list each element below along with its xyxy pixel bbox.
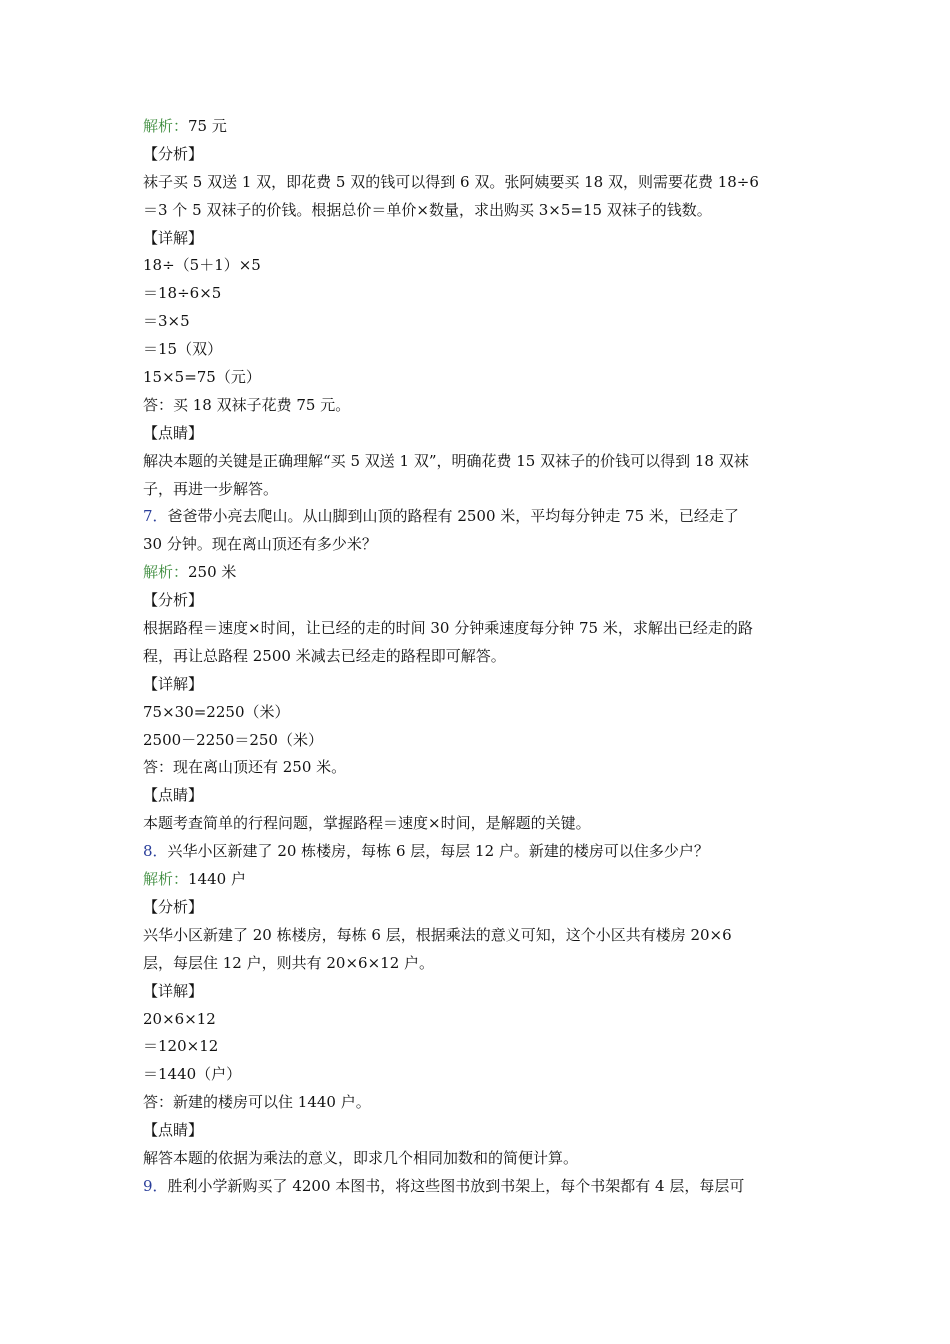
- text-line: [143, 169, 823, 197]
- text-line: [143, 978, 823, 1006]
- text-line: [143, 782, 823, 810]
- answer-line: [143, 866, 823, 894]
- text-line: [143, 1117, 823, 1145]
- text-line: [143, 671, 823, 699]
- line-text: 18÷（5＋1）×5: [143, 256, 261, 275]
- text-line: [143, 754, 823, 782]
- line-text: 程，再让总路程 2500 米减去已经走的路程即可解答。: [143, 646, 506, 665]
- line-text: 【详解】: [143, 674, 204, 693]
- answer-label: 解析：: [143, 117, 189, 135]
- answer-label: 解析：: [143, 870, 189, 889]
- text-line: [143, 950, 823, 978]
- text-line: [143, 727, 823, 755]
- line-text: 【分析】: [143, 591, 204, 610]
- question-number: 8．: [143, 842, 168, 861]
- line-text: 【详解】: [143, 228, 204, 247]
- line-text: ＝15（双）: [143, 340, 223, 359]
- line-text: ＝120×12: [143, 1037, 219, 1056]
- line-text: 答：买 18 双袜子花费 75 元。: [143, 395, 351, 414]
- answer-line: [143, 559, 823, 587]
- text-line: [143, 141, 823, 169]
- text-line: [143, 392, 823, 420]
- line-text: 答：新建的楼房可以住 1440 户。: [143, 1093, 371, 1112]
- text-line: [143, 1061, 823, 1089]
- line-text: 兴华小区新建了 20 栋楼房，每栋 6 层，根据乘法的意义可知，这个小区共有楼房 20×6: [143, 925, 732, 944]
- text-line: [143, 197, 823, 225]
- document-page: [143, 113, 823, 1201]
- question-line: [143, 1173, 823, 1201]
- line-text: 【分析】: [143, 897, 204, 916]
- line-text: 15×5=75（元）: [143, 368, 261, 387]
- text-line: [143, 448, 823, 476]
- line-text: 20×6×12: [143, 1009, 216, 1028]
- line-text: 袜子买 5 双送 1 双，即花费 5 双的钱可以得到 6 双。张阿姨要买 18 双，则需要花费 18÷6: [143, 172, 759, 191]
- line-text: 75×30=2250（米）: [143, 702, 290, 721]
- line-text: 解答本题的依据为乘法的意义，即求几个相同加数和的简便计算。: [143, 1148, 579, 1167]
- text-line: [143, 364, 823, 392]
- line-text: 解决本题的关键是正确理解“买 5 双送 1 双”，明确花费 15 双袜子的价钱可以得到 18 双袜: [143, 451, 749, 470]
- line-text: 根据路程＝速度×时间，让已经的走的时间 30 分钟乘速度每分钟 75 米，求解出已经走的路: [143, 619, 753, 638]
- line-text: 本题考查简单的行程问题，掌握路程＝速度×时间，是解题的关键。: [143, 814, 591, 833]
- text-line: [143, 810, 823, 838]
- line-text: 250 米: [188, 563, 237, 582]
- line-text: 爸爸带小亮去爬山。从山脚到山顶的路程有 2500 米，平均每分钟走 75 米，已经走了: [167, 507, 739, 526]
- line-text: 75 元: [188, 117, 227, 135]
- text-line: [143, 252, 823, 280]
- text-line: [143, 336, 823, 364]
- answer-label: 解析：: [143, 563, 189, 582]
- line-text: 30 分钟。现在离山顶还有多少米？: [143, 535, 377, 554]
- text-line: [143, 643, 823, 671]
- line-text: 【点睛】: [143, 786, 204, 805]
- text-line: [143, 922, 823, 950]
- line-text: 胜利小学新购买了 4200 本图书，将这些图书放到书架上，每个书架都有 4 层，每层可: [167, 1176, 745, 1195]
- line-text: 【点睛】: [143, 1121, 204, 1140]
- question-number: 9．: [143, 1176, 168, 1195]
- text-line: [143, 1033, 823, 1061]
- question-number: 7．: [143, 507, 168, 526]
- text-line: [143, 476, 823, 504]
- text-line: [143, 1006, 823, 1034]
- line-text: 1440 户: [188, 870, 246, 889]
- line-text: 答：现在离山顶还有 250 米。: [143, 758, 347, 777]
- line-text: ＝1440（户）: [143, 1065, 242, 1084]
- question-line: [143, 838, 823, 866]
- line-text: 层，每层住 12 户，则共有 20×6×12 户。: [143, 953, 435, 972]
- question-line: [143, 503, 823, 531]
- text-line: [143, 1145, 823, 1173]
- line-text: 【分析】: [143, 144, 204, 163]
- line-text: 【点睛】: [143, 423, 204, 442]
- line-text: 子，再进一步解答。: [143, 479, 279, 498]
- text-line: [143, 280, 823, 308]
- text-line: [143, 894, 823, 922]
- text-line: [143, 420, 823, 448]
- text-line: [143, 1089, 823, 1117]
- line-text: ＝3 个 5 双袜子的价钱。根据总价＝单价×数量，求出购买 3×5=15 双袜子的钱数。: [143, 200, 712, 219]
- line-text: ＝18÷6×5: [143, 284, 222, 303]
- text-line: [143, 615, 823, 643]
- text-line: [143, 587, 823, 615]
- text-line: [143, 308, 823, 336]
- line-text: 兴华小区新建了 20 栋楼房，每栋 6 层，每层 12 户。新建的楼房可以住多少户？: [167, 842, 709, 861]
- line-text: 2500－2250＝250（米）: [143, 730, 323, 749]
- text-line: [143, 699, 823, 727]
- answer-line: [143, 113, 823, 141]
- line-text: ＝3×5: [143, 312, 190, 331]
- text-line: [143, 225, 823, 253]
- line-text: 【详解】: [143, 981, 204, 1000]
- text-line: [143, 531, 823, 559]
